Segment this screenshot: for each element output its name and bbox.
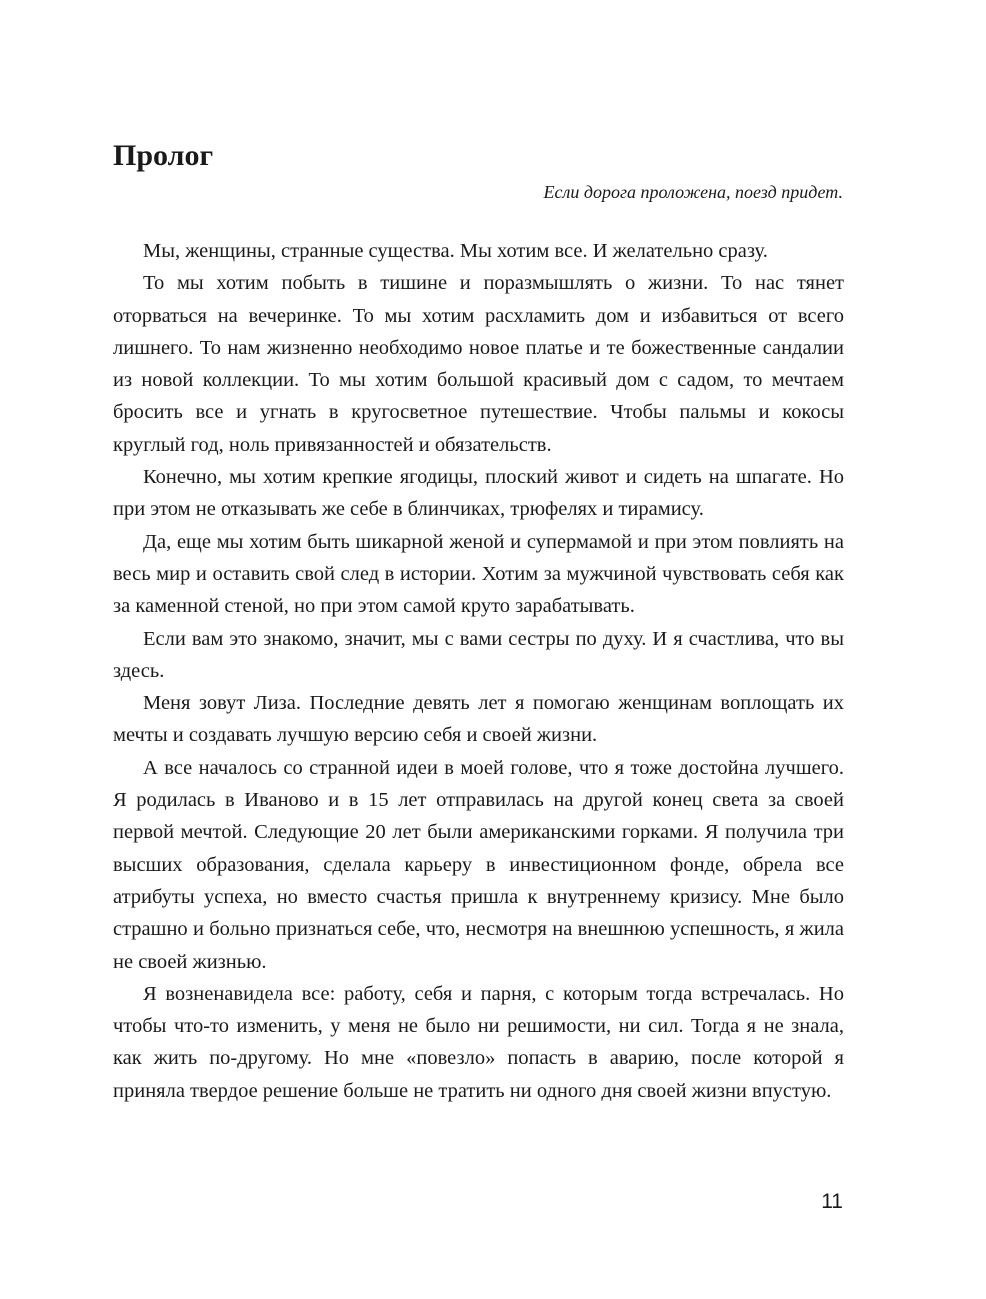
paragraph: Если вам это знакомо, значит, мы с вами сестры по духу. И я счастлива, что вы здесь. — [113, 627, 844, 682]
paragraph: Конечно, мы хотим крепкие ягодицы, плоский живот и сидеть на шпагате. Но при этом не отказывать же себе в блинчиках, трюфелях и тирамису. — [113, 466, 844, 521]
page-number: 11 — [821, 1190, 843, 1213]
paragraph: Мы, женщины, странные существа. Мы хотим все. И желательно сразу. — [143, 240, 768, 262]
epigraph: Если дорога проложена, поезд придет. — [543, 182, 843, 202]
paragraph: А все началось со странной идеи в моей голове, что я тоже достойна лучшего. Я родилась в Иваново и в 15 лет отправилась на другой конец света за своей первой мечтой. Следующие 20 лет были американскими горками. Я получила три высших образования, сделала карьеру в инвестиционном фонде, обрела все атрибуты успеха, но вместо счастья пришла к внутреннему кризису. Мне было страшно и больно признаться себе, что, несмотря на внешнюю успешность, я жила не своей жизнью. — [113, 756, 844, 973]
paragraph: Я возненавидела все: работу, себя и парня, с которым тогда встречалась. Но чтобы что-то изменить, у меня не было ни решимости, ни сил. Тогда я не знала, как жить по-другому. Но мне «повезло» попасть в аварию, после которой я приняла твердое решение больше не тратить ни одного дня своей жизни впустую. — [113, 982, 844, 1102]
paragraph: Да, еще мы хотим быть шикарной женой и супермамой и при этом повлиять на весь мир и оставить свой след в истории. Хотим за мужчиной чувствовать себя как за каменной стеной, но при этом самой круто зарабатывать. — [113, 530, 844, 618]
paragraph: Меня зовут Лиза. Последние девять лет я помогаю женщинам воплощать их мечты и создавать лучшую версию себя и своей жизни. — [113, 692, 844, 747]
paragraph: То мы хотим побыть в тишине и поразмышлять о жизни. То нас тянет оторваться на вечеринке. То мы хотим расхламить дом и избавиться от всего лишнего. То нам жизненно необходимо новое платье и те божественные сандалии из новой коллекции. То мы хотим большой красивый дом с садом, то мечтаем бросить все и угнать в кругосветное путешествие. Чтобы пальмы и кокосы круглый год, ноль привязанностей и обязательств. — [113, 272, 844, 456]
chapter-title: Пролог — [113, 139, 214, 172]
body-text — [113, 235, 844, 1107]
